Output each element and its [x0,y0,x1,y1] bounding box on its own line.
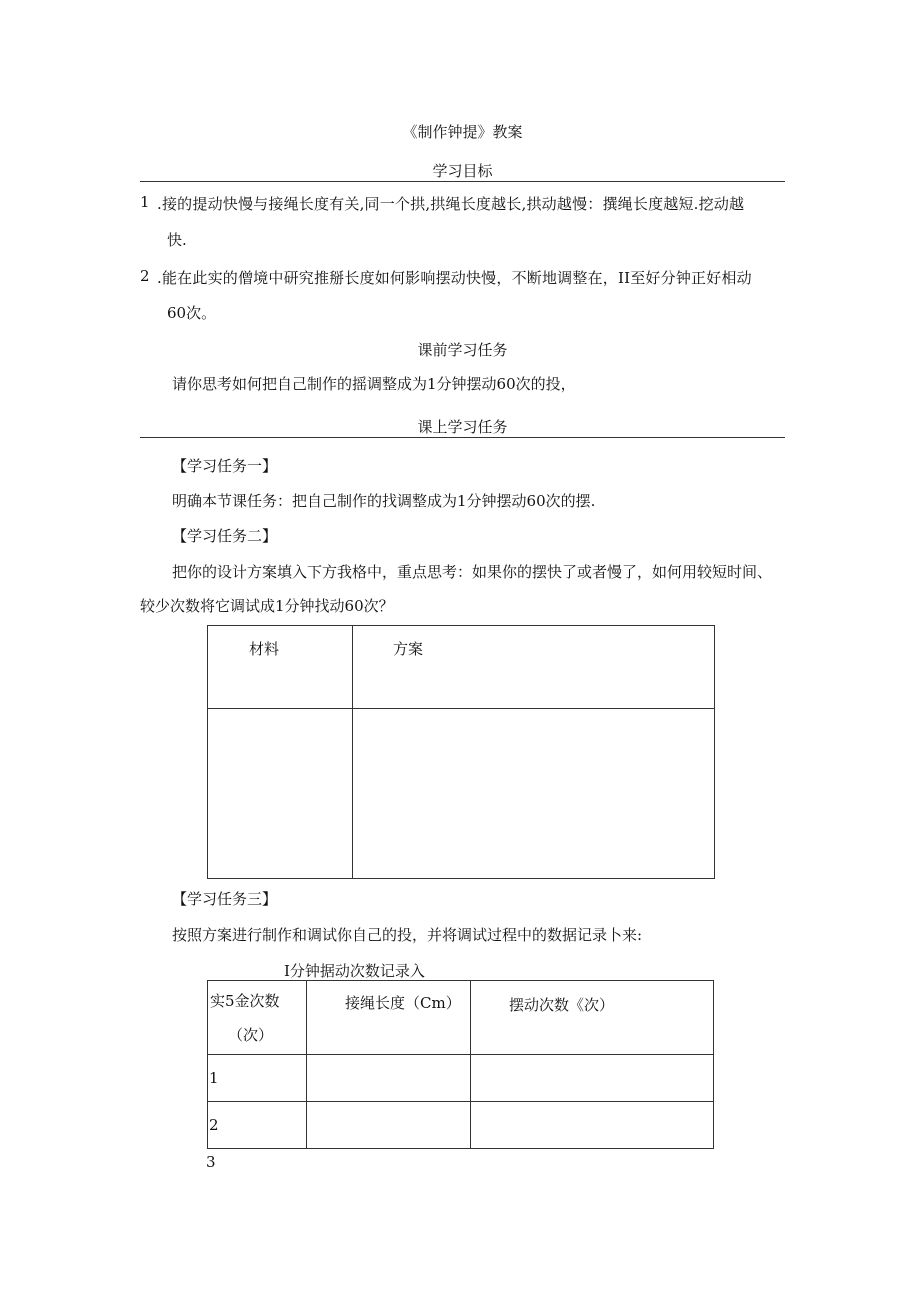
row-number-cell [208,1102,307,1149]
swing-count-input-cell[interactable] [471,1102,714,1149]
task1-label: 【学习任务一】 [172,457,278,475]
table-header-cell [353,626,715,709]
objective-2-line1: .能在此实的僧境中研究推掰长度如何影响摆动快慢，不断地调整在，II至好分钟正好相动 [157,269,752,287]
rope-length-input-cell[interactable] [307,1102,471,1149]
rope-length-input-cell[interactable] [307,1055,471,1102]
row-number-cell [208,1055,307,1102]
document-title: 《制作钟提》教案 [402,123,523,141]
record-table-caption: I分钟据动次数记录入 [284,962,425,980]
objective-1-line2: 快. [167,231,187,249]
task2-label: 【学习任务二】 [172,527,278,545]
record-table [207,980,714,1149]
header-trial-count-line1: 实5金次数 [210,992,280,1010]
objective-1-number: 1 [140,193,150,211]
task2-text-line2: 较少次数将它调试成1分钟找动60次？ [140,597,394,615]
divider [140,437,785,438]
preclass-heading: 课前学习任务 [417,341,508,359]
design-plan-table [207,625,715,879]
table-header-cell [471,981,714,1055]
swing-count-input-cell[interactable] [471,1055,714,1102]
header-plan: 方案 [393,640,424,658]
trailing-row-number: 3 [206,1153,216,1171]
objective-2-number: 2 [140,267,150,285]
preclass-text: 请你思考如何把自己制作的摇调整成为1分钟摆动60次的投， [172,375,576,393]
row-number: 2 [209,1116,219,1134]
header-materials: 材料 [249,640,280,658]
table-header-cell [208,981,307,1055]
row-number: 1 [209,1069,219,1087]
task2-text-line1: 把你的设计方案填入下方我格中，重点思考：如果你的摆快了或者慢了，如何用较短时间、 [172,563,773,581]
objectives-heading: 学习目标 [432,162,493,180]
materials-input-cell[interactable] [208,709,353,879]
table-row [208,1055,714,1102]
objective-1-line1: .接的提动快慢与接绳长度有关,同一个拱,拱绳长度越长,拱动越慢：撰绳长度越短.挖动越 [157,195,745,213]
divider [140,181,785,182]
header-swing-count: 摆动次数《次） [509,996,615,1014]
header-rope-length: 接绳长度（Cm） [345,994,461,1012]
table-row [208,1102,714,1149]
inclass-heading: 课上学习任务 [417,418,508,436]
objective-2-line2: 60次。 [167,304,217,322]
table-header-cell [208,626,353,709]
plan-input-cell[interactable] [353,709,715,879]
header-trial-count-line2: （次） [228,1026,274,1044]
task1-text: 明确本节课任务：把自己制作的找调整成为1分钟摆动60次的摆. [172,492,596,510]
task3-text: 按照方案进行制作和调试你自己的投，并将调试过程中的数据记录卜来: [172,926,643,944]
table-header-cell [307,981,471,1055]
task3-label: 【学习任务三】 [172,890,278,908]
